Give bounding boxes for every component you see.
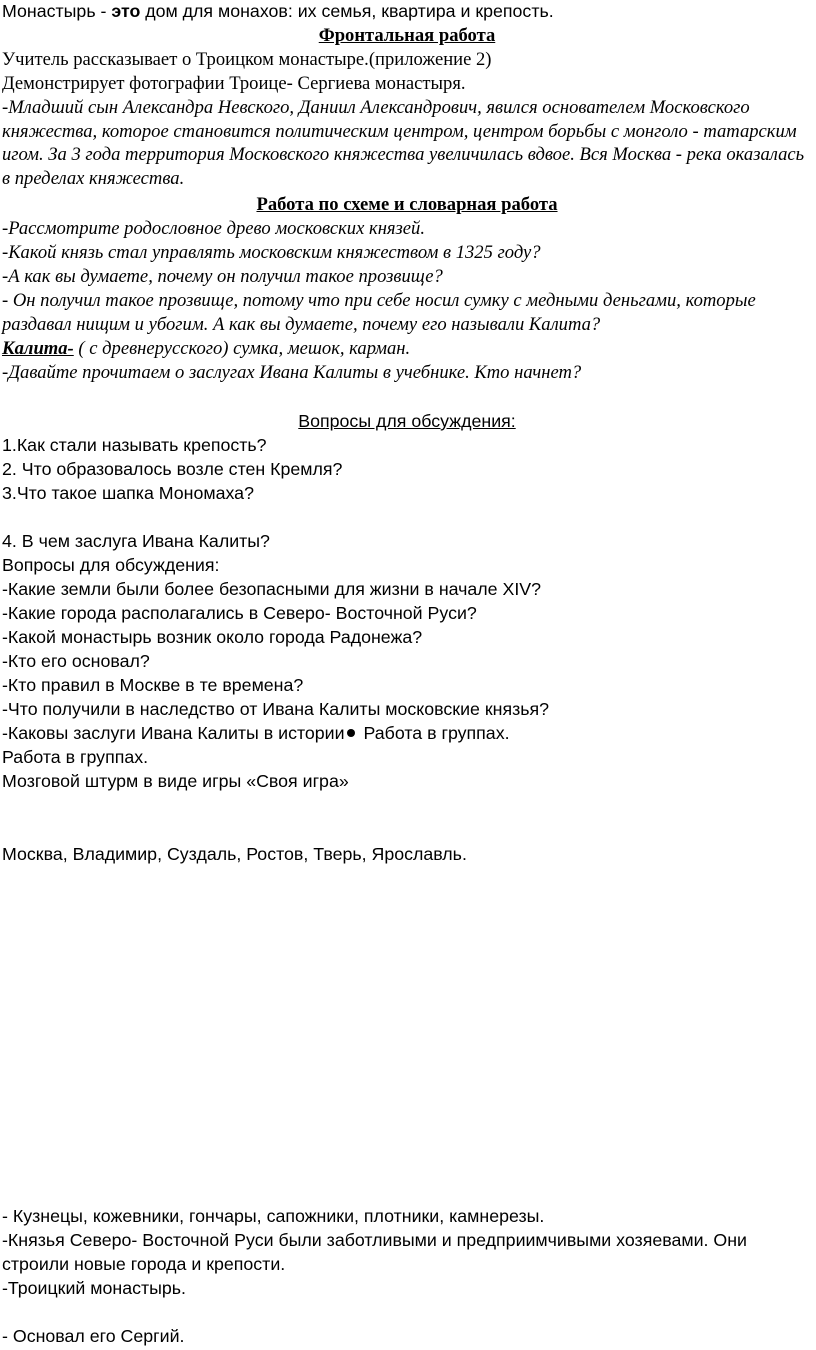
frontal-heading: Фронтальная работа (318, 25, 496, 46)
intro-text-a: Монастырь - (2, 1, 112, 21)
discussion-last-item (2, 722, 510, 746)
bullet-icon (347, 729, 355, 737)
scheme-line-4: - Он получил такое прозвище, потому что при себе носил сумку с медными деньгами, которые раздавал нищим и убогим. А как вы думаете, почему его называли Калита? (2, 290, 756, 335)
question-4: 4. В чем заслуга Ивана Калиты? (2, 531, 270, 551)
discussion-item: -Какой монастырь возник около города Радонежа? (2, 627, 423, 647)
frontal-line-2: Демонстрирует фотографии Троице- Сергиева монастыря. (2, 73, 466, 94)
answer-2: -Князья Северо- Восточной Руси были заботливыми и предприимчивыми хозяевами. Они строили новые города и крепости. (2, 1230, 747, 1274)
frontal-italic-paragraph: -Младший сын Александра Невского, Даниил Александрович, явился основателем Московского княжества, которое становится политическим центром, центром борьбы с монголо - татарским игом. За 3 года территория Московского княжества увеличилась вдвое. Вся Москва - река оказалась в пределах княжества. (2, 97, 805, 189)
scheme-line-5: -Давайте прочитаем о заслугах Ивана Калиты в учебнике. Кто начнет? (2, 362, 582, 383)
discussion-item: -Кто его основал? (2, 651, 150, 671)
question-2: 2. Что образовалось возле стен Кремля? (2, 459, 343, 479)
discussion-item: -Какие земли были более безопасными для жизни в начале XIV? (2, 579, 542, 599)
scheme-line-1: -Рассмотрите родословное древо московских князей. (2, 218, 426, 239)
last-item-groups: Работа в группах. (358, 723, 510, 743)
intro-line (2, 0, 554, 24)
discussion-item: -Какие города располагались в Северо- Восточной Руси? (2, 603, 477, 623)
question-1: 1.Как стали называть крепость? (2, 435, 267, 455)
brainstorm-line: Мозговой штурм в виде игры «Своя игра» (2, 771, 349, 791)
scheme-line-2: -Какой князь стал управлять московским княжеством в 1325 году? (2, 242, 541, 263)
intro-text-b: дом для монахов: их семья, квартира и крепость. (140, 1, 554, 21)
question-3: 3.Что такое шапка Мономаха? (2, 483, 254, 503)
intro-bold-word: это (111, 1, 141, 21)
groups-line: Работа в группах. (2, 747, 149, 767)
scheme-line-3: -А как вы думаете, почему он получил такое прозвище? (2, 266, 443, 287)
discussion-heading: Вопросы для обсуждения: (298, 411, 516, 431)
term-line (2, 337, 410, 361)
discussion-item: -Что получили в наследство от Ивана Калиты московские князья? (2, 699, 550, 719)
discussion-item: -Кто правил в Москве в те времена? (2, 675, 304, 695)
discussion-heading-2: Вопросы для обсуждения: (2, 555, 220, 575)
scheme-heading: Работа по схеме и словарная работа (256, 194, 558, 215)
answer-4: - Основал его Сергий. (2, 1326, 185, 1346)
answer-1: - Кузнецы, кожевники, гончары, сапожники, плотники, камнерезы. (2, 1206, 545, 1226)
term-definition: ( с древнерусского) сумка, мешок, карман. (73, 338, 411, 359)
term-word: Калита- (2, 338, 74, 359)
answer-3: -Троицкий монастырь. (2, 1278, 186, 1298)
frontal-line-1: Учитель рассказывает о Троицком монастыре.(приложение 2) (2, 49, 492, 70)
cities-line: Москва, Владимир, Суздаль, Ростов, Тверь, Ярославль. (2, 844, 467, 864)
last-item-text: -Каковы заслуги Ивана Калиты в истории (2, 723, 345, 743)
